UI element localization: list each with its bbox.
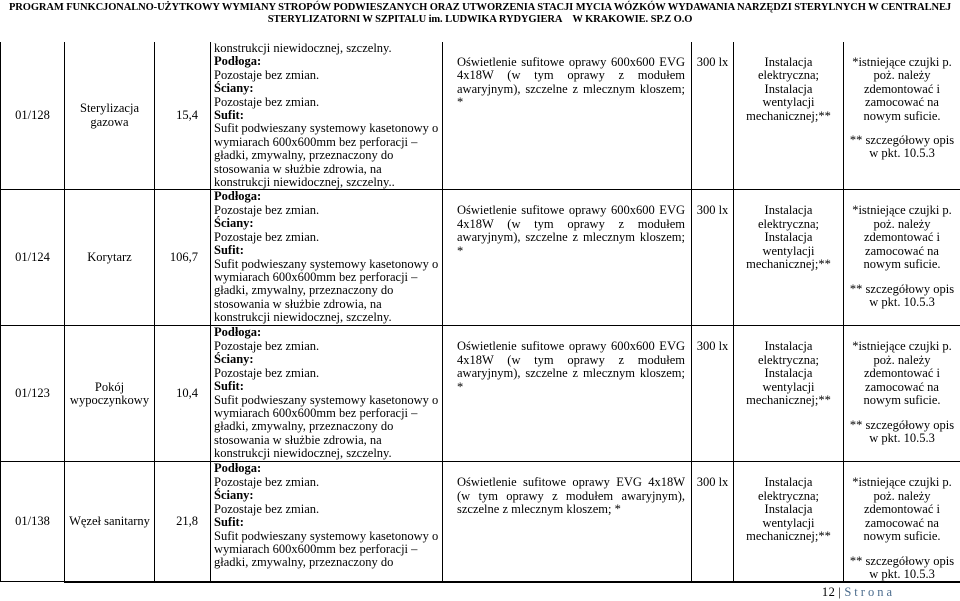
floor-text: Pozostaje bez zmian. [214,474,320,489]
finish-description [211,462,443,582]
room-name: Sterylizacja gazowa [65,42,155,190]
notes [844,462,960,582]
walls-label: Ściany: [214,352,254,367]
table-row [1,462,960,582]
page-number: 12 [821,585,836,599]
walls-text: Pozostaje bez zmian. [214,94,320,109]
floor-text: Pozostaje bez zmian. [214,338,320,353]
ceiling-label: Sufit: [214,108,244,123]
room-number: 01/128 [1,42,65,190]
lux-value: 300 lx [692,190,734,326]
installations: Instalacja elektryczna; Instalacja wentylacji mechanicznej;** [734,326,844,462]
walls-label: Ściany: [214,81,254,96]
lux-value: 300 lx [692,462,734,582]
header-line-2a: STERYLIZATORNI W SZPITALU im. LUDWIKA RYDYGIERA [267,14,563,25]
ceiling-text: Sufit podwieszany systemowy kasetonowy o wymiarach 600x600mm bez perforacji – gładki, zmywalny, przeznaczony do stosowania w służbie zdrowia, na konstrukcji niewidocznej, szczelny. [214,392,439,461]
page-word: Strona [844,585,895,599]
walls-label: Ściany: [214,488,254,503]
lux-value: 300 lx [692,42,734,190]
finish-description [211,190,443,326]
lighting-spec: Oświetlenie sufitowe oprawy 600x600 EVG 4x18W (w tym oprawy z modułem awaryjnym), szczelne z mlecznym kloszem; * [443,42,692,190]
room-area: 15,4 [155,42,211,190]
table-row [1,190,960,326]
finish-description [211,326,443,462]
installations: Instalacja elektryczna; Instalacja wentylacji mechanicznej;** [734,42,844,190]
ceiling-label: Sufit: [214,379,244,394]
lux-value: 300 lx [692,326,734,462]
floor-text: Pozostaje bez zmian. [214,202,320,217]
floor-label: Podłoga: [214,325,262,340]
note-details: ** szczegółowy opis w pkt. 10.5.3 [849,417,955,445]
footer-divider [64,582,960,583]
notes [844,326,960,462]
room-spec-table [0,42,960,582]
walls-text: Pozostaje bez zmian. [214,229,320,244]
table-row [1,42,960,190]
footer-separator: | [838,585,842,599]
note-detectors: *istniejące czujki p. poż. należy zdemontować i zamocować na nowym suficie. [852,339,952,408]
walls-text: Pozostaje bez zmian. [214,365,320,380]
floor-text: Pozostaje bez zmian. [214,67,320,82]
floor-label: Podłoga: [214,189,262,204]
note-detectors: *istniejące czujki p. poż. należy zdemontować i zamocować na nowym suficie. [852,55,952,123]
room-name: Pokój wypoczynkowy [65,326,155,462]
note-details: ** szczegółowy opis w pkt. 10.5.3 [849,553,955,581]
room-name: Korytarz [65,190,155,326]
room-area: 21,8 [155,462,211,582]
note-detectors: *istniejące czujki p. poż. należy zdemontować i zamocować na nowym suficie. [852,475,952,544]
lighting-spec: Oświetlenie sufitowe oprawy 600x600 EVG 4x18W (w tym oprawy z modułem awaryjnym), szczelne z mlecznym kloszem; * [443,326,692,462]
room-number: 01/124 [1,190,65,326]
ceiling-label: Sufit: [214,515,244,530]
note-details: ** szczegółowy opis w pkt. 10.5.3 [849,133,955,161]
room-number: 01/123 [1,326,65,462]
room-area: 10,4 [155,326,211,462]
room-area: 106,7 [155,190,211,326]
installations: Instalacja elektryczna; Instalacja wentylacji mechanicznej;** [734,462,844,582]
header-line-2 [0,14,960,26]
header-line-2b: W KRAKOWIE. SP.Z O.O [572,14,693,25]
ceiling-text: Sufit podwieszany systemowy kasetonowy o wymiarach 600x600mm bez perforacji – gładki, zmywalny, przeznaczony do [214,528,439,570]
table-row [1,326,960,462]
page-footer [822,585,895,600]
document-header [0,0,960,26]
ceiling-label: Sufit: [214,243,244,258]
room-name: Węzeł sanitarny [65,462,155,582]
notes [844,42,960,190]
prev-fragment: konstrukcji niewidocznej, szczelny. [214,42,392,55]
finish-description [211,42,443,190]
floor-label: Podłoga: [214,461,262,476]
room-number: 01/138 [1,462,65,582]
lighting-spec: Oświetlenie sufitowe oprawy EVG 4x18W (w tym oprawy z modułem awaryjnym), szczelne z mlecznym kloszem; * [443,462,692,582]
ceiling-text: Sufit podwieszany systemowy kasetonowy o wymiarach 600x600mm bez perforacji – gładki, zmywalny, przeznaczony do stosowania w służbie zdrowia, na konstrukcji niewidocznej, szczelny.. [214,121,439,190]
lighting-spec: Oświetlenie sufitowe oprawy 600x600 EVG 4x18W (w tym oprawy z modułem awaryjnym), szczelne z mlecznym kloszem; * [443,190,692,326]
walls-text: Pozostaje bez zmian. [214,501,320,516]
header-line-1: PROGRAM FUNKCJONALNO-UŻYTKOWY WYMIANY STROPÓW PODWIESZANYCH ORAZ UTWORZENIA STACJI MYCIA WÓZKÓW WYDAWANIA NARZĘDZI STERYLNYCH W CENTRALNEJ [8,2,952,13]
notes [844,190,960,326]
note-detectors: *istniejące czujki p. poż. należy zdemontować i zamocować na nowym suficie. [852,203,952,272]
floor-label: Podłoga: [214,54,262,69]
walls-label: Ściany: [214,216,254,231]
note-details: ** szczegółowy opis w pkt. 10.5.3 [849,281,955,309]
installations: Instalacja elektryczna; Instalacja wentylacji mechanicznej;** [734,190,844,326]
ceiling-text: Sufit podwieszany systemowy kasetonowy o wymiarach 600x600mm bez perforacji – gładki, zmywalny, przeznaczony do stosowania w służbie zdrowia, na konstrukcji niewidocznej, szczelny. [214,256,439,325]
